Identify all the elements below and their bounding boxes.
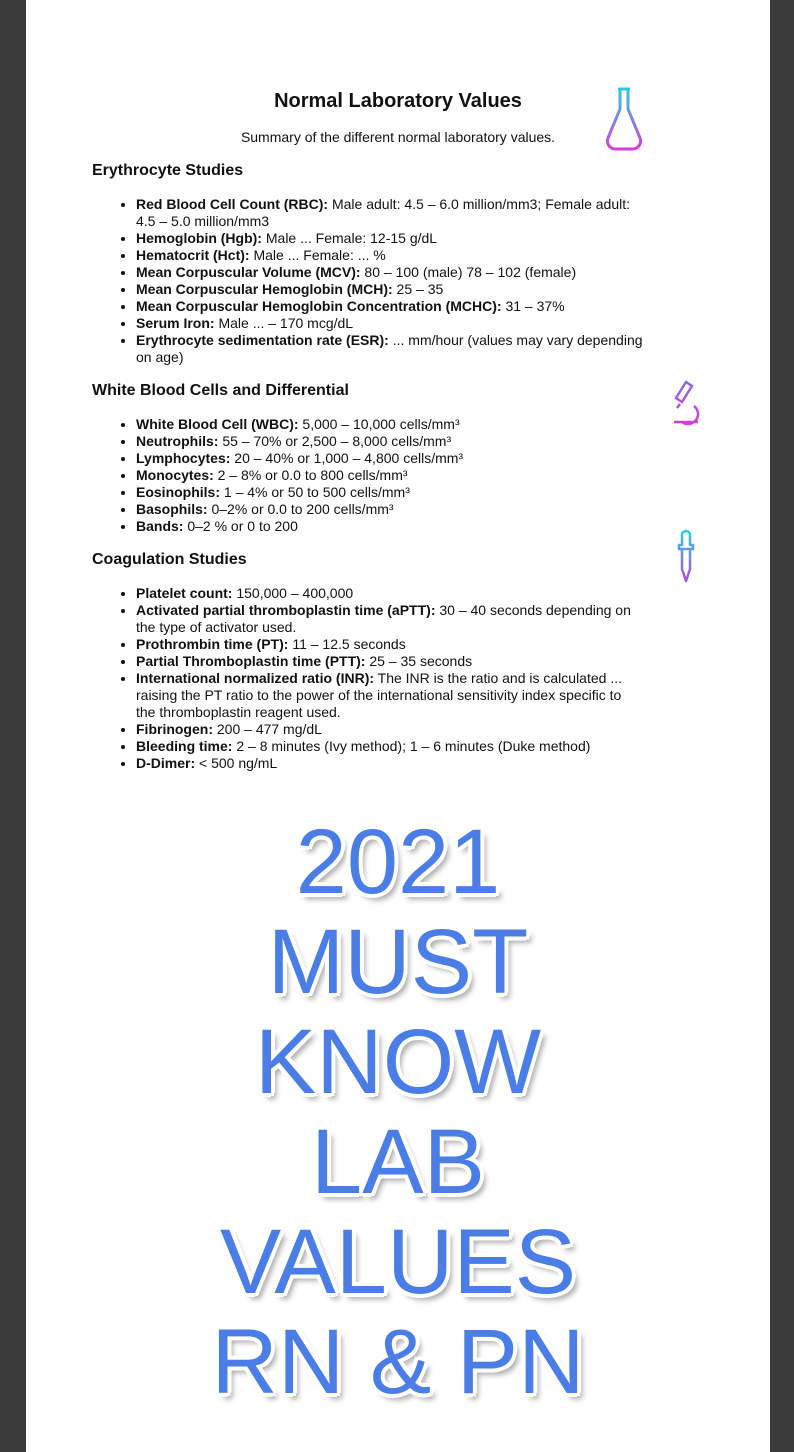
erythrocyte-section	[92, 160, 704, 366]
list-item	[136, 653, 644, 670]
item-label: Bleeding time:	[136, 738, 233, 754]
item-value: 11 – 12.5 seconds	[288, 636, 406, 652]
list-item	[136, 518, 644, 535]
item-value: Male adult: 4.5 – 6.0 million/mm3; Female adult: 4.5 – 5.0 million/mm3	[136, 196, 631, 229]
item-value: 25 – 35 seconds	[365, 653, 473, 669]
item-label: Lymphocytes:	[136, 450, 231, 466]
dropper-icon	[676, 529, 696, 583]
wbc-list	[92, 416, 644, 535]
erythrocyte-list	[92, 196, 644, 366]
list-item	[136, 281, 644, 298]
list-item	[136, 315, 644, 332]
item-value: The INR is the ratio and is calculated ... raising the PT ratio to the power of the international sensitivity index specific to the thromboplastin reagent used.	[136, 670, 622, 720]
overlay-line: LAB	[311, 1111, 485, 1213]
item-value: 200 – 477 mg/dL	[213, 721, 322, 737]
list-item	[136, 230, 644, 247]
item-label: White Blood Cell (WBC):	[136, 416, 299, 432]
item-value: 2 – 8 minutes (Ivy method); 1 – 6 minutes (Duke method)	[232, 738, 591, 754]
item-label: Platelet count:	[136, 585, 233, 601]
list-item	[136, 264, 644, 281]
item-label: Neutrophils:	[136, 433, 219, 449]
item-label: Erythrocyte sedimentation rate (ESR):	[136, 332, 389, 348]
flask-icon	[604, 86, 644, 152]
item-value: ... mm/hour (values may vary depending on age)	[136, 332, 643, 365]
item-label: Monocytes:	[136, 467, 214, 483]
item-value: 20 – 40% or 1,000 – 4,800 cells/mm³	[230, 450, 464, 466]
list-item	[136, 247, 644, 264]
item-value: 55 – 70% or 2,500 – 8,000 cells/mm³	[218, 433, 452, 449]
list-item	[136, 670, 644, 721]
item-value: 31 – 37%	[501, 298, 565, 314]
section-heading: Coagulation Studies	[92, 551, 247, 568]
item-label: Hematocrit (Hct):	[136, 247, 250, 263]
item-label: Mean Corpuscular Hemoglobin (MCH):	[136, 281, 393, 297]
item-label: Bands:	[136, 518, 184, 534]
coagulation-list	[92, 585, 644, 772]
wbc-section	[92, 380, 704, 535]
document-page	[26, 0, 770, 1452]
list-item	[136, 416, 644, 433]
list-item	[136, 738, 644, 755]
item-label: Basophils:	[136, 501, 208, 517]
list-item	[136, 332, 644, 366]
item-value: 2 – 8% or 0.0 to 800 cells/mm³	[213, 467, 408, 483]
list-item	[136, 755, 644, 772]
item-label: D-Dimer:	[136, 755, 196, 771]
item-label: Red Blood Cell Count (RBC):	[136, 196, 329, 212]
item-label: Serum Iron:	[136, 315, 215, 331]
item-label: Prothrombin time (PT):	[136, 636, 289, 652]
coagulation-section	[92, 549, 704, 772]
section-heading: White Blood Cells and Differential	[92, 382, 349, 399]
item-value: Male ... Female: ... %	[249, 247, 386, 263]
list-item	[136, 721, 644, 738]
overlay-line: MUST	[267, 911, 529, 1013]
item-label: Eosinophils:	[136, 484, 220, 500]
list-item	[136, 450, 644, 467]
item-value: < 500 ng/mL	[195, 755, 278, 771]
item-label: Partial Thromboplastin time (PTT):	[136, 653, 366, 669]
overlay-line: 2021	[295, 811, 501, 913]
list-item	[136, 602, 644, 636]
list-item	[136, 433, 644, 450]
section-heading: Erythrocyte Studies	[92, 162, 244, 179]
item-label: Hemoglobin (Hgb):	[136, 230, 262, 246]
list-item	[136, 196, 644, 230]
item-label: International normalized ratio (INR):	[136, 670, 375, 686]
item-value: 25 – 35	[392, 281, 444, 297]
overlay-line: RN & PN	[211, 1311, 585, 1413]
item-label: Mean Corpuscular Volume (MCV):	[136, 264, 361, 280]
item-value: 0–2 % or 0 to 200	[183, 518, 298, 534]
item-value: 0–2% or 0.0 to 200 cells/mm³	[207, 501, 394, 517]
item-label: Fibrinogen:	[136, 721, 213, 737]
item-value: 80 – 100 (male) 78 – 102 (female)	[360, 264, 577, 280]
item-value: Male ... Female: 12-15 g/dL	[261, 230, 438, 246]
promo-overlay	[98, 812, 698, 1412]
overlay-line: KNOW	[254, 1011, 542, 1113]
list-item	[136, 467, 644, 484]
item-value: 5,000 – 10,000 cells/mm³	[298, 416, 460, 432]
list-item	[136, 585, 644, 602]
page-title: Normal Laboratory Values	[274, 90, 522, 112]
item-value: 30 – 40 seconds depending on the type of activator used.	[136, 602, 631, 635]
item-value: Male ... – 170 mcg/dL	[214, 315, 354, 331]
list-item	[136, 298, 644, 315]
microscope-icon	[668, 380, 704, 426]
item-label: Activated partial thromboplastin time (aPTT):	[136, 602, 436, 618]
list-item	[136, 501, 644, 518]
page-subtitle: Summary of the different normal laboratory values.	[240, 129, 556, 145]
list-item	[136, 484, 644, 501]
item-label: Mean Corpuscular Hemoglobin Concentration (MCHC):	[136, 298, 502, 314]
item-value: 1 – 4% or 50 to 500 cells/mm³	[220, 484, 410, 500]
overlay-line: VALUES	[219, 1211, 577, 1313]
item-value: 150,000 – 400,000	[232, 585, 354, 601]
list-item	[136, 636, 644, 653]
